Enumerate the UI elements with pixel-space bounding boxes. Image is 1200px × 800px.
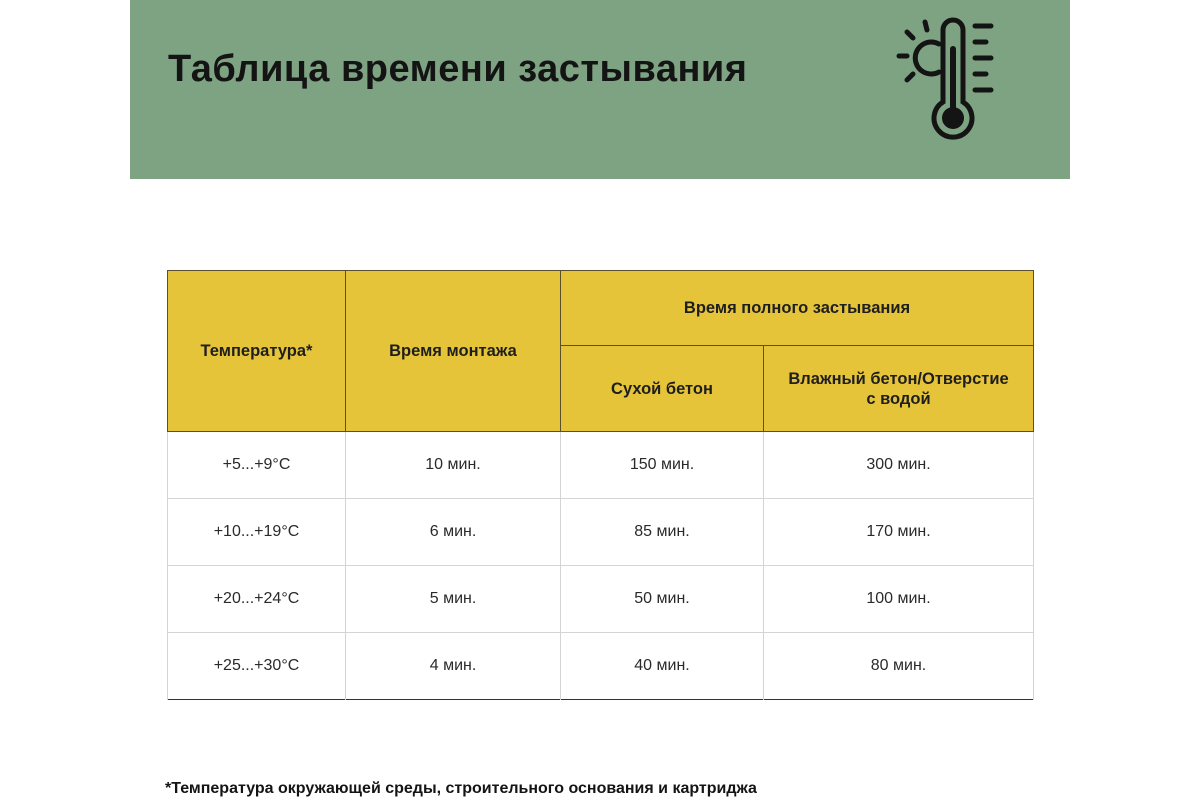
cell-wet-concrete: 300 мин. xyxy=(764,432,1034,499)
cell-wet-concrete: 100 мин. xyxy=(764,566,1034,633)
cell-wet-concrete: 80 мин. xyxy=(764,633,1034,700)
cell-dry-concrete: 50 мин. xyxy=(561,566,764,633)
cell-temperature: +25...+30°С xyxy=(168,633,346,700)
setting-time-table-container xyxy=(167,270,1033,700)
table-row xyxy=(168,566,1034,633)
column-header-full-set-time: Время полного застывания xyxy=(561,271,1034,346)
column-header-wet-concrete-line2: с водой xyxy=(866,389,931,408)
cell-dry-concrete: 40 мин. xyxy=(561,633,764,700)
setting-time-table xyxy=(167,270,1034,700)
column-header-temperature: Температура* xyxy=(168,271,346,432)
cell-wet-concrete: 170 мин. xyxy=(764,499,1034,566)
cell-mount-time: 6 мин. xyxy=(346,499,561,566)
cell-mount-time: 10 мин. xyxy=(346,432,561,499)
column-header-mount-time: Время монтажа xyxy=(346,271,561,432)
table-row xyxy=(168,633,1034,700)
footnote: *Температура окружающей среды, строительного основания и картриджа xyxy=(165,780,757,797)
cell-mount-time: 5 мин. xyxy=(346,566,561,633)
page-title: Таблица времени застывания xyxy=(168,48,748,90)
cell-mount-time: 4 мин. xyxy=(346,633,561,700)
column-header-wet-concrete xyxy=(764,346,1034,432)
column-header-dry-concrete: Сухой бетон xyxy=(561,346,764,432)
cell-temperature: +10...+19°С xyxy=(168,499,346,566)
table-row xyxy=(168,499,1034,566)
table-row xyxy=(168,432,1034,499)
cell-temperature: +5...+9°С xyxy=(168,432,346,499)
cell-dry-concrete: 85 мин. xyxy=(561,499,764,566)
column-header-wet-concrete-line1: Влажный бетон/Отверстие xyxy=(788,369,1009,388)
thermometer-sun-icon xyxy=(895,8,1005,148)
header-banner xyxy=(130,0,1070,179)
cell-dry-concrete: 150 мин. xyxy=(561,432,764,499)
cell-temperature: +20...+24°С xyxy=(168,566,346,633)
